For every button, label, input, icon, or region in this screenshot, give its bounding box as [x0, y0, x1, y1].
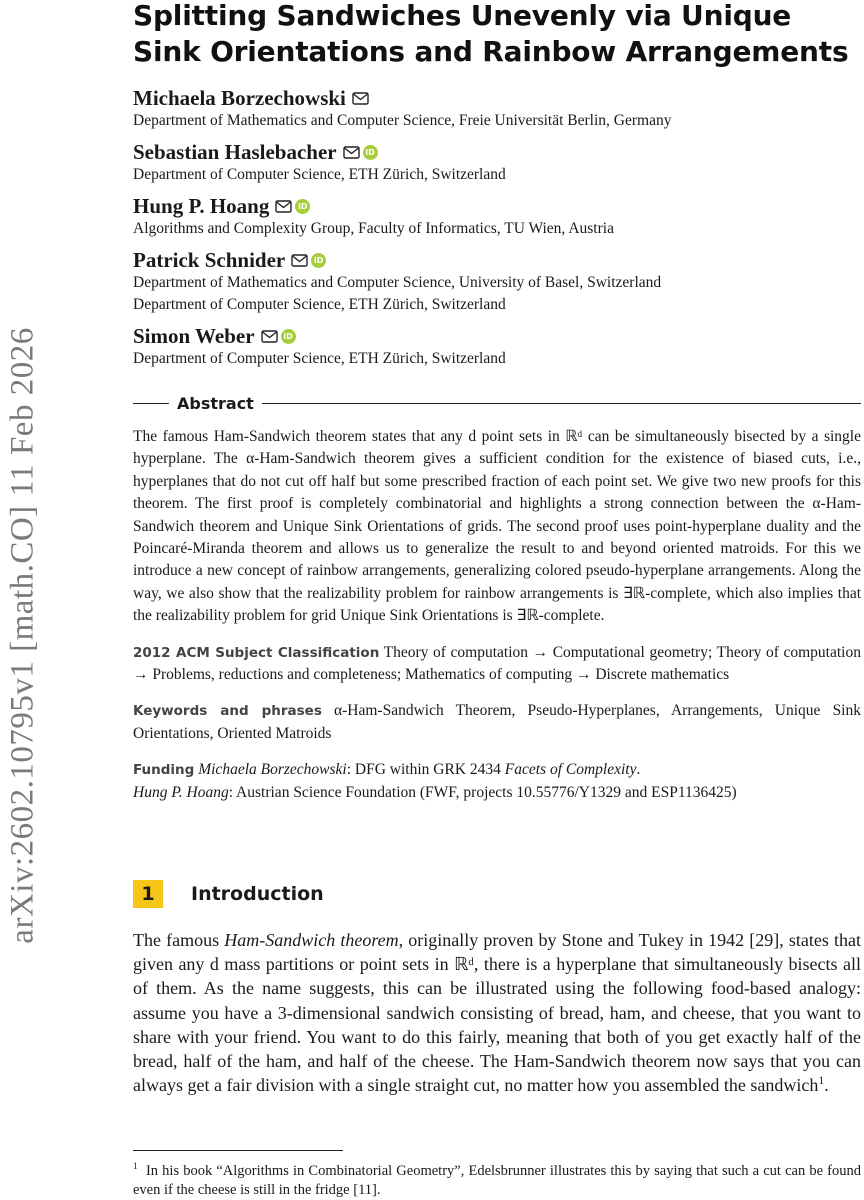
arxiv-id: arXiv:2602.10795v1 [math.CO] 11 Feb 2026: [4, 326, 41, 944]
funding-name-2: Hung P. Hoang: [133, 783, 229, 801]
email-icon[interactable]: [275, 200, 292, 213]
abstract-title: Abstract: [177, 394, 254, 413]
funding-end-1: .: [636, 761, 641, 779]
abstract-rule-right: [262, 403, 861, 404]
abstract-rule-left: [133, 403, 169, 404]
author-block: [133, 324, 861, 370]
footnote-ref[interactable]: 1: [818, 1074, 825, 1088]
footnote: [133, 1162, 861, 1200]
author-list: [133, 86, 861, 370]
author-name: Hung P. Hoang: [133, 193, 270, 218]
funding-italic-1: Facets of Complexity: [504, 761, 637, 779]
orcid-icon[interactable]: iD: [311, 253, 326, 268]
intro-end: .: [824, 1075, 829, 1096]
acm-text: Theory of computation → Computational geometry; Theory of computation → Problems, reductions and completeness; Mathematics of computing → Discrete mathematics: [133, 643, 861, 684]
author-name: Simon Weber: [133, 323, 255, 348]
abstract-text: The famous Ham-Sandwich theorem states that any d point sets in ℝᵈ can be simultaneously bisected by a single hyperplane. The α-Ham-Sandwich theorem gives a sufficient condition for the existence of biased cuts, i.e., hyperplanes that do not cut off half but some prescribed fraction of each point set. We give two new proofs for this theorem. The first proof is completely combinatorial and highlights a strong connection between the α-Ham-Sandwich theorem and Unique Sink Orientations of grids. The second proof uses point-hyperplane duality and the Poincaré-Miranda theorem and allows us to generalize the result to and beyond oriented matroids. For this we introduce a new concept of rainbow arrangements, generalizing colored pseudo-hyperplane arrangements. Along the way, we also show that the realizability problem for rainbow arrangements is ∃ℝ-complete, which also implies that the realizability problem for grid Unique Sink Orientations is ∃ℝ-complete.: [133, 428, 861, 625]
orcid-icon[interactable]: iD: [295, 199, 310, 214]
funding-text-1: : DFG within GRK 2434: [346, 761, 505, 779]
author-name: Patrick Schnider: [133, 247, 286, 272]
email-icon[interactable]: [291, 254, 308, 267]
email-icon[interactable]: [261, 330, 278, 343]
author-affiliation: Department of Mathematics and Computer Science, Freie Universität Berlin, Germany: [133, 112, 672, 129]
intro-rest: , originally proven by Stone and Tukey in 1942 [29], states that given any d mass partitions or point sets in ℝᵈ, there is a hyperplane that simultaneously bisects all of them. As the name suggests, this can be illustrated using the following food-based analogy: assume you have a 3-dimensional sandwich consisting of bread, ham, and cheese, that you want to share with your friend. You want to do this fairly, meaning that both of you get exactly half of the bread, half of the ham, and half of the cheese. The Ham-Sandwich theorem now says that you can always get a fair division with a single straight cut, no matter how you assembled the sandwich: [133, 930, 861, 1096]
author-affiliation: Algorithms and Complexity Group, Faculty of Informatics, TU Wien, Austria: [133, 220, 614, 237]
section-number: 1: [133, 880, 163, 908]
author-block: [133, 194, 861, 240]
section-heading: [133, 880, 324, 908]
keywords: [133, 700, 861, 745]
author-affiliation: Department of Computer Science, ETH Zürich, Switzerland: [133, 166, 506, 183]
acm-label: 2012 ACM Subject Classification: [133, 644, 380, 661]
footnote-text: In his book “Algorithms in Combinatorial Geometry”, Edelsbrunner illustrates this by saying that such a cut can be found even if the cheese is still in the fridge [11].: [133, 1163, 861, 1198]
funding: [133, 759, 861, 804]
funding-name-1: Michaela Borzechowski: [198, 761, 347, 779]
author-block: [133, 86, 861, 132]
email-icon[interactable]: [343, 146, 360, 159]
author-affiliation: Department of Computer Science, ETH Zürich, Switzerland: [133, 350, 506, 367]
section-title: Introduction: [191, 883, 324, 905]
paper-title: Splitting Sandwiches Unevenly via Unique Sink Orientations and Rainbow Arrangements: [133, 0, 849, 68]
author-affiliation: Department of Computer Science, ETH Zürich, Switzerland: [133, 296, 506, 313]
intro-paragraph: [133, 928, 861, 1097]
author-block: [133, 248, 861, 316]
footnote-mark: 1: [133, 1162, 138, 1173]
keywords-text: α-Ham-Sandwich Theorem, Pseudo-Hyperplanes, Arrangements, Unique Sink Orientations, Oriented Matroids: [133, 702, 861, 742]
funding-text-2: : Austrian Science Foundation (FWF, projects 10.55776/Y1329 and ESP1136425): [228, 783, 737, 801]
intro-start: The famous: [133, 930, 225, 950]
funding-label: Funding: [133, 762, 195, 779]
email-icon[interactable]: [352, 92, 369, 105]
arxiv-stamp: [2, 290, 44, 980]
paper-page: [133, 0, 861, 1198]
abstract-heading: [133, 394, 861, 413]
author-name: Sebastian Haslebacher: [133, 139, 337, 164]
footnote-rule: [133, 1150, 343, 1151]
intro-italic: Ham-Sandwich theorem: [224, 930, 399, 950]
orcid-icon[interactable]: iD: [363, 145, 378, 160]
author-block: [133, 140, 861, 186]
acm-classification: [133, 642, 861, 687]
keywords-label: Keywords and phrases: [133, 703, 322, 720]
author-name: Michaela Borzechowski: [133, 85, 346, 110]
orcid-icon[interactable]: iD: [281, 329, 296, 344]
author-affiliation: Department of Mathematics and Computer Science, University of Basel, Switzerland: [133, 274, 662, 291]
